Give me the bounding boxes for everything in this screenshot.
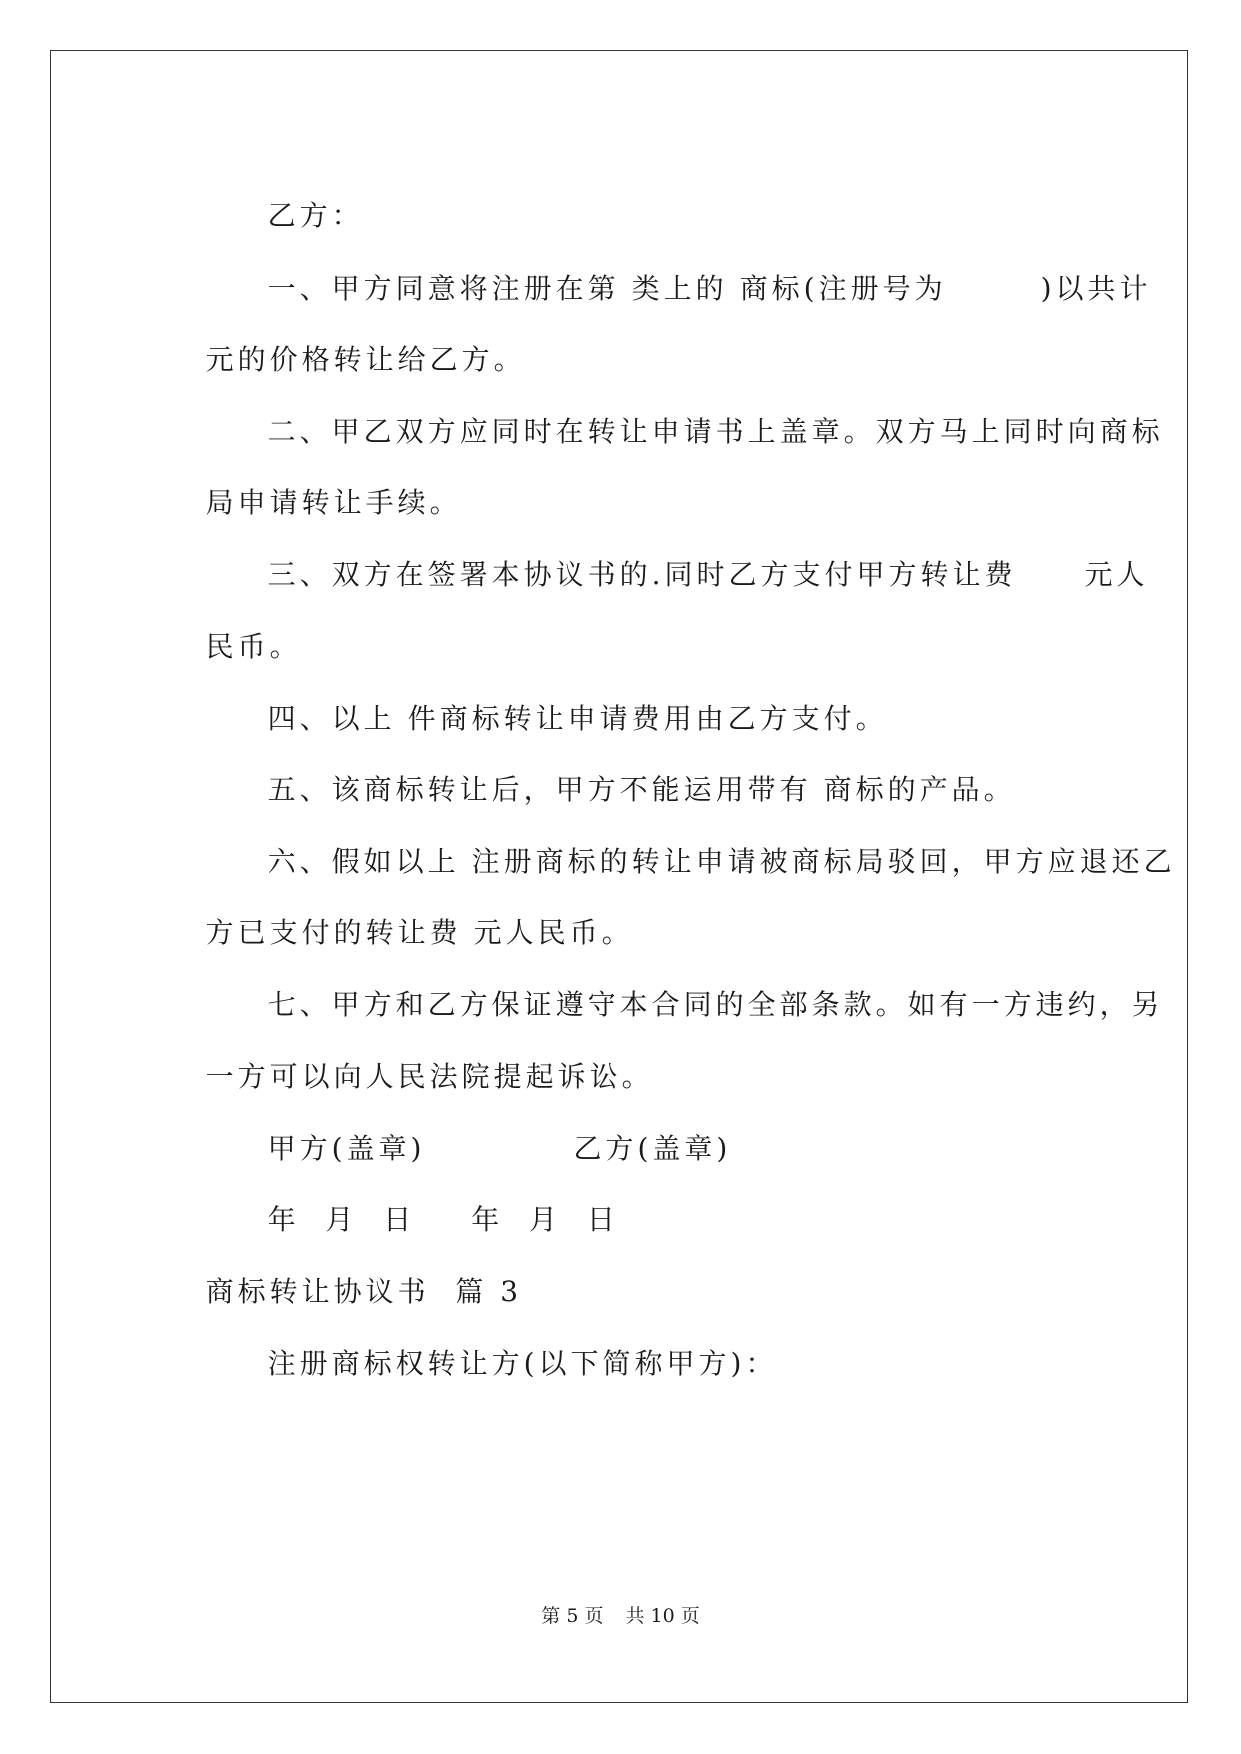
- party-b-seal-label: 乙方(盖章): [573, 1132, 732, 1165]
- page-number: 第 5 页: [541, 1605, 604, 1627]
- page-footer: [0, 1604, 1241, 1628]
- text: 四、以上: [267, 702, 396, 735]
- text: 件商标转让申请费用由乙方支付。: [407, 702, 888, 735]
- page-frame: [50, 50, 1188, 1703]
- text: 二、甲乙双方应同时在转让申请书上盖章。双方马上同时向商标: [267, 415, 1164, 448]
- text: 商标(注册号为: [739, 272, 947, 305]
- text: 局申请转让手续。: [205, 486, 462, 519]
- text: 元人民币。: [473, 916, 634, 949]
- page-total: 共 10 页: [625, 1605, 700, 1627]
- text: 商标的产品。: [823, 773, 1016, 806]
- clause-3-line-1: [216, 515, 1149, 635]
- text: 商标转让协议书 篇 3: [205, 1275, 523, 1308]
- text: )以共计: [1040, 272, 1152, 305]
- party-b-date: 年 月 日: [471, 1203, 619, 1236]
- text: 注册商标的转让申请被商标局驳回，甲方应退还乙: [471, 845, 1176, 878]
- text: 七、甲方和乙方保证遵守本合同的全部条款。如有一方违约，另: [267, 988, 1164, 1021]
- text: 注册商标权转让方(以下简称甲方)：: [267, 1347, 778, 1380]
- text: 六、假如以上: [267, 845, 460, 878]
- text: 五、该商标转让后，甲方不能运用带有: [267, 773, 812, 806]
- party-a-seal-label: 甲方(盖章): [267, 1132, 426, 1165]
- text: 乙方：: [267, 199, 364, 232]
- assignor-line: [216, 1304, 777, 1424]
- text: 元的价格转让给乙方。: [205, 343, 526, 376]
- text: 方已支付的转让费: [205, 916, 462, 949]
- text: 元人: [1084, 558, 1149, 591]
- party-a-date: 年 月 日: [267, 1203, 416, 1236]
- text: 类上的: [631, 272, 728, 305]
- text: 民币。: [205, 630, 302, 663]
- text: 一方可以向人民法院提起诉讼。: [205, 1060, 654, 1093]
- text: 一、甲方同意将注册在第: [267, 272, 620, 305]
- text: 三、双方在签署本协议书的.同时乙方支付甲方转让费: [267, 558, 1017, 591]
